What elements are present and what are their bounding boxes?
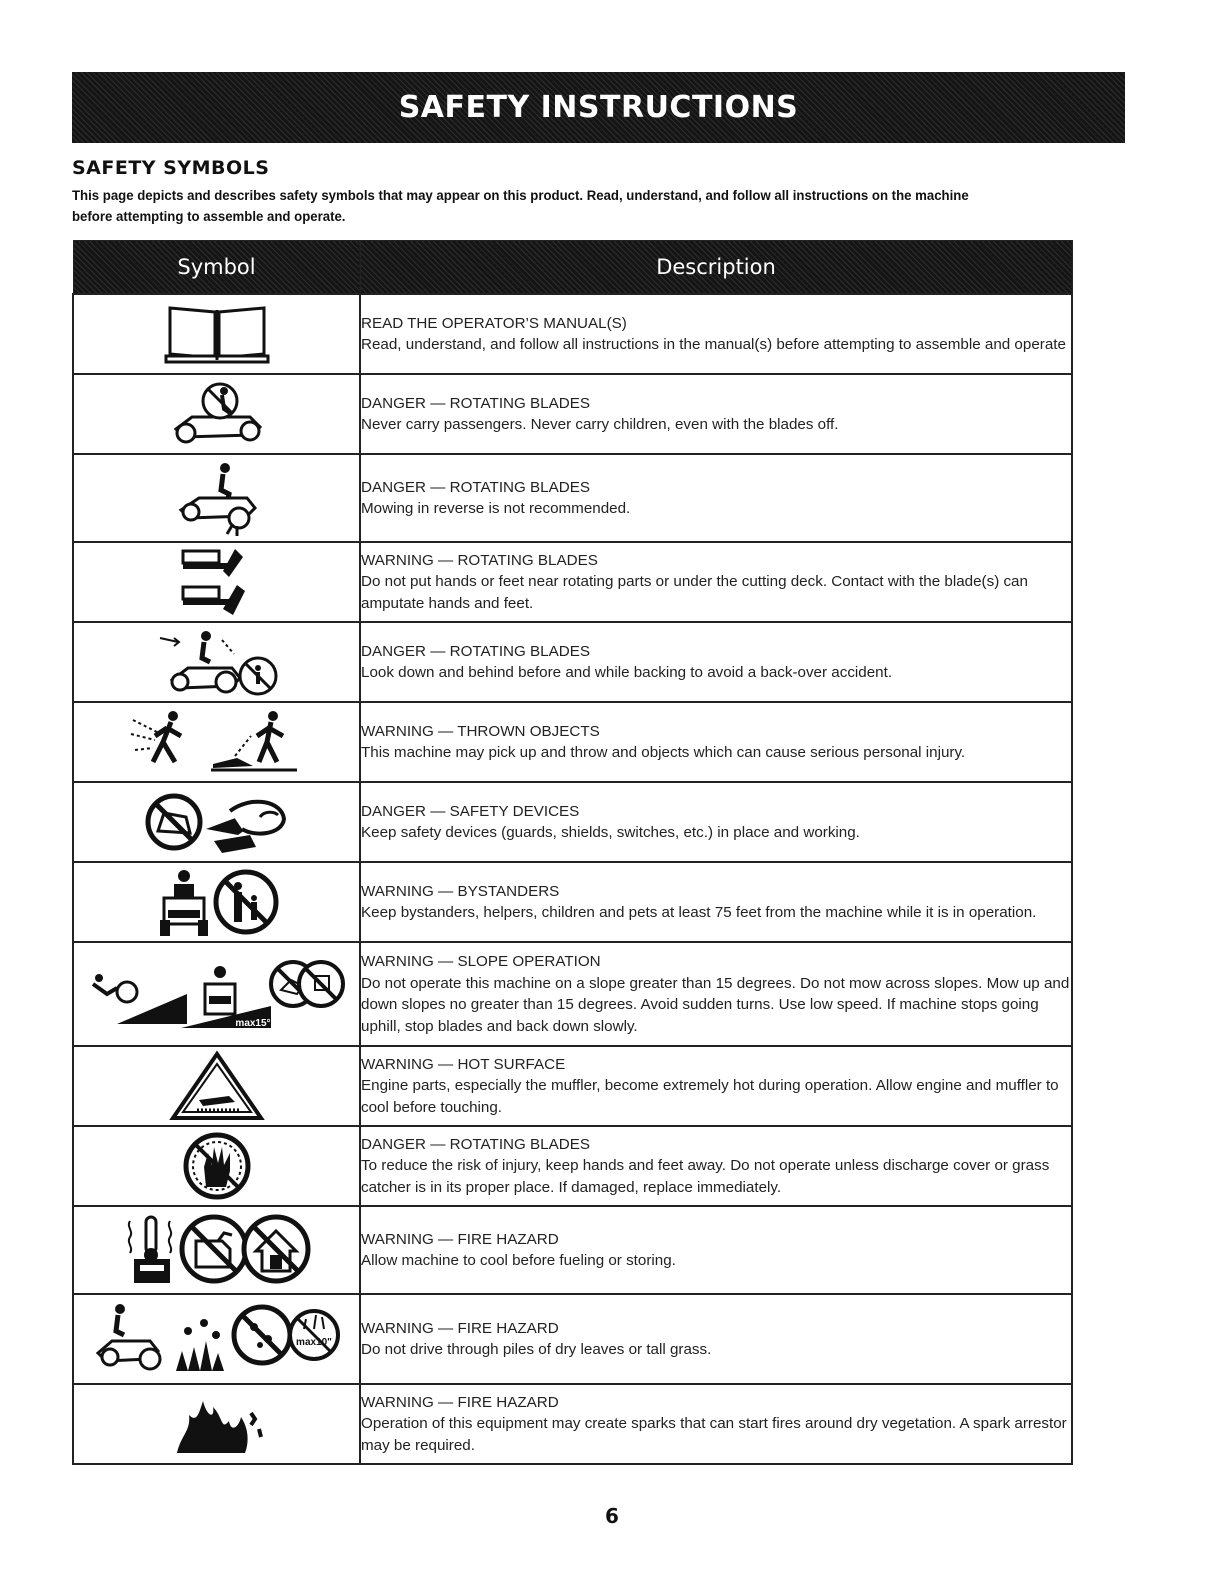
table-row [73, 1046, 1072, 1126]
row-text: Never carry passengers. Never carry children, even with the blades off. [361, 416, 839, 433]
row-title: READ THE OPERATOR’S MANUAL(S) [361, 314, 627, 332]
thrown-objects-icon [127, 733, 307, 750]
row-title: WARNING — SLOPE OPERATION [361, 953, 601, 970]
description-column-header: Description [360, 241, 1072, 295]
row-title: WARNING — THROWN OBJECTS [361, 722, 600, 740]
row-text: Read, understand, and follow all instructions in the manual(s) before attempting to assemble and operate [361, 336, 1066, 353]
row-title: WARNING — FIRE HAZARD [361, 1319, 559, 1337]
banner-title: SAFETY INSTRUCTIONS [398, 90, 799, 125]
row-title: DANGER — ROTATING BLADES [361, 478, 590, 496]
row-title: WARNING — FIRE HAZARD [361, 1393, 559, 1411]
table-row [73, 622, 1072, 702]
table-row [73, 782, 1072, 862]
section-title: SAFETY SYMBOLS [72, 157, 270, 179]
operator-manual-book-icon [162, 325, 272, 342]
dry-leaves-grass-icon [92, 1330, 342, 1347]
row-title: WARNING — ROTATING BLADES [361, 551, 598, 569]
row-text: Allow machine to cool before fueling or storing. [361, 1252, 676, 1269]
row-text: Keep bystanders, helpers, children and pets at least 75 feet from the machine while it is in operation. [361, 904, 1037, 921]
row-title: WARNING — BYSTANDERS [361, 882, 560, 900]
row-text: Look down and behind before and while backing to avoid a back-over accident. [361, 664, 893, 681]
row-text: Do not put hands or feet near rotating parts or under the cutting deck. Contact with the blade(s) can amputate hands and feet. [361, 573, 1028, 612]
row-text: Keep safety devices (guards, shields, switches, etc.) in place and working. [361, 824, 860, 841]
row-text: To reduce the risk of injury, keep hands and feet away. Do not operate unless discharge cover or grass catcher is in its proper place. If damaged, replace immediately. [361, 1157, 1050, 1196]
row-title: WARNING — HOT SURFACE [361, 1055, 566, 1073]
table-row [73, 702, 1072, 782]
symbol-column-header: Symbol [73, 241, 360, 295]
row-text: Engine parts, especially the muffler, become extremely hot during operation. Allow engine and muffler to cool before touching. [361, 1077, 1059, 1116]
hot-surface-icon [169, 1077, 265, 1094]
safety-devices-icon [142, 813, 292, 830]
safety-symbols-table [72, 240, 1073, 1465]
row-text: This machine may pick up and throw and objects which can cause serious personal injury. [361, 744, 966, 761]
table-row [73, 1384, 1072, 1464]
section-banner [72, 72, 1125, 143]
table-row [73, 942, 1072, 1046]
table-row [73, 454, 1072, 542]
row-text: Do not operate this machine on a slope greater than 15 degrees. Do not mow across slopes. Mow up and down slopes no greater than 15 degrees. Avoid sudden turns. Use low speed. If machine stops going uphill, stop blades and back down slowly. [361, 974, 1070, 1035]
look-behind-backing-icon [152, 653, 282, 670]
row-title: DANGER — ROTATING BLADES [361, 394, 590, 412]
cool-before-fueling-icon [122, 1241, 312, 1258]
table-row [73, 1206, 1072, 1294]
row-text: Do not drive through piles of dry leaves or tall grass. [361, 1341, 712, 1358]
row-text: Mowing in reverse is not recommended. [361, 500, 631, 517]
row-title: DANGER — ROTATING BLADES [361, 1135, 590, 1153]
row-title: DANGER — SAFETY DEVICES [361, 802, 580, 820]
row-text: Operation of this equipment may create sparks that can start fires around dry vegetation. A spark arrestor may be required. [361, 1415, 1067, 1454]
table-row [73, 374, 1072, 454]
intro-text: This page depicts and describes safety symbols that may appear on this product. Read, understand, and follow all instructions on the machine before attempting to assemble and operate. [72, 188, 969, 225]
grass-max-label: max10" [295, 1337, 332, 1348]
page-number: 6 [605, 1504, 619, 1528]
no-reverse-mowing-icon [167, 489, 267, 506]
row-title: DANGER — ROTATING BLADES [361, 642, 590, 660]
table-row [73, 1126, 1072, 1206]
table-row [73, 542, 1072, 622]
table-row [73, 862, 1072, 942]
bystanders-icon [152, 893, 282, 910]
table-row [73, 294, 1072, 374]
keep-hands-away-icon [182, 1157, 252, 1174]
fire-sparks-icon [167, 1415, 267, 1432]
slope-operation-icon [87, 985, 347, 1029]
table-row [73, 1294, 1072, 1384]
no-passengers-mower-icon [162, 405, 272, 422]
slope-max-label: max15° [234, 1018, 271, 1029]
blade-hand-foot-icon [177, 573, 257, 590]
row-title: WARNING — FIRE HAZARD [361, 1230, 559, 1248]
